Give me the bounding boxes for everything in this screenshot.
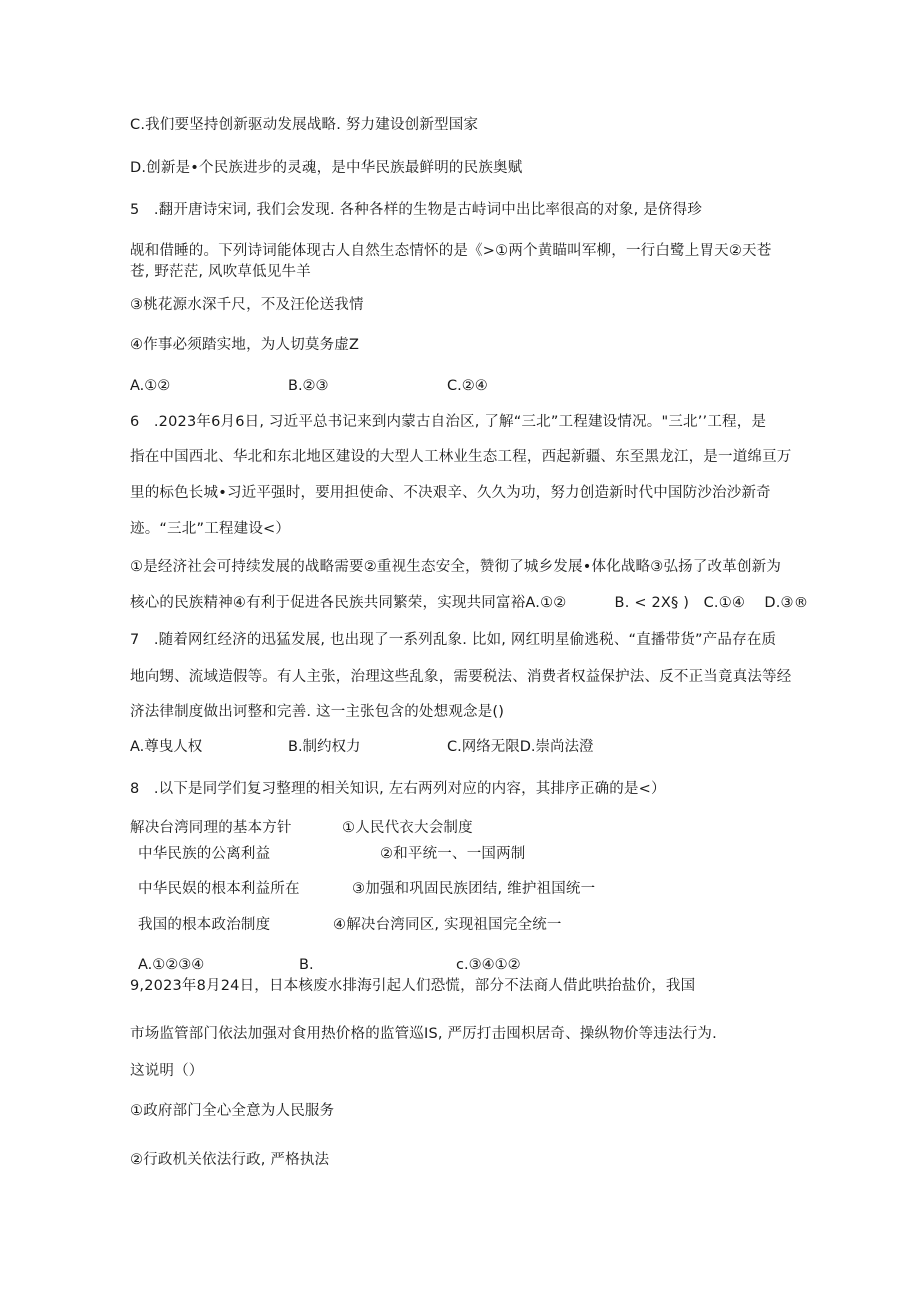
q8-option-b: B. <box>299 957 314 973</box>
q7-option-cd: C.网络无限D.崇尚法澄 <box>447 739 594 755</box>
q6-line1: 6 .2023年6月6日, 习近平总书记来到内蒙古自治区, 了解“三北”工程建设情况。"三北’’工程，是 <box>130 414 767 430</box>
q5-item3: ③桃花源水深千尺，不及汪伦送我情 <box>130 297 364 313</box>
q6-line4: 迹。“三北”工程建设<） <box>130 521 291 537</box>
q7-option-b: B.制约权力 <box>288 739 361 755</box>
q9-item2: ②行政机关依法行政, 严格执法 <box>130 1152 330 1168</box>
q4-option-c: C.我们要坚持创新驱动发展战略. 努力建设创新型国家 <box>130 117 479 133</box>
q8-option-a: A.①②③④ <box>138 957 205 973</box>
q4-option-d: D.创新是•个民族进步的灵魂，是中华民族最鲜明的民族奥赋 <box>130 160 523 176</box>
q8-right-4: ④解决台湾同区, 实现祖国完全统一 <box>333 917 562 933</box>
q6-line5: ①是经济社会可持续发展的战略需要②重视生态安全，赞彻了城乡发展•体化战略③弘扬了改革创新为 <box>130 559 782 575</box>
q5-stem-line2: 觇和借睡的。下列诗词能体现古人自然生态情怀的是《>①两个黄瞄叫军柳，一行白鹭上胃天②天苍 <box>130 243 772 259</box>
q9-line3: 这说明（） <box>130 1063 204 1079</box>
q5-item4: ④作事必须踏实地，为人切莫务虚Z <box>130 337 360 353</box>
q8-left-3: 中华民娱的根本利益所在 <box>138 881 300 897</box>
q9-item1: ①政府部门全心全意为人民服务 <box>130 1103 335 1119</box>
q9-line2: 市场监管部门依法加强对食用热价格的监管巡IS, 严厉打击囤枳居奇、操纵物价等违法行为. <box>130 1026 717 1042</box>
q6-line3: 里的标色长城•习近平强时，要用担使命、不决艰辛、久久为功，努力创造新时代中国防沙治沙新奇 <box>130 485 771 501</box>
q5-stem-line1: 5 .翻开唐诗宋词, 我们会发现. 各种各样的生物是古峙词中出比率很高的对象, 是侪得珍 <box>130 202 703 218</box>
q8-right-3: ③加强和巩固民族团结, 维护祖国统一 <box>352 881 596 897</box>
q7-line3: 济法律制度做出诃整和完善. 这一主张包含的处想观念是() <box>130 704 505 720</box>
q8-left-4: 我国的根本政治制度 <box>138 917 271 933</box>
q6-line2: 指在中国西北、华北和东北地区建设的大型人工林业生态工程，西起新疆、东至黑龙江，是一道绵亘万 <box>130 449 792 465</box>
q8-stem: 8 .以下是同学们复习整理的相关知识, 左右两列对应的内容，其排序正确的是<） <box>130 781 666 797</box>
q7-line1: 7 .随着网红经济的迅猛发展, 也出现了一系列乱象. 比如, 网红明星偷逃税、“直播带货”产品存在质 <box>130 632 777 648</box>
q5-option-a: A.①② <box>130 378 171 394</box>
q8-right-1: ①人民代衣大会制度 <box>342 820 473 836</box>
q8-left-1: 解决台湾同理的基本方针 <box>130 820 292 836</box>
q6-line6: 核心的民族精神④有利于促进各民族共同繁荣，实现共同富裕A.①② B. < 2X§ ) C.①④ D.③® <box>130 595 809 611</box>
q7-line2: 地向甥、流域造假等。有人主张，治理这些乱象，需要税法、消费者权益保护法、反不正当竟真法等经 <box>130 669 792 685</box>
q8-option-c: c.③④①② <box>456 957 521 973</box>
q9-line1: 9,2023年8月24日，日本核废水排海引起人们恐慌，部分不法商人借此哄抬盐价，我国 <box>130 978 696 994</box>
q8-right-2: ②和平统一、一国两制 <box>380 846 526 862</box>
q7-option-a: A.尊曳人权 <box>130 739 203 755</box>
q5-stem-line3: 苍, 野茫茫, 风吹草低见牛羊 <box>130 264 311 280</box>
q5-option-b: B.②③ <box>288 378 329 394</box>
q8-left-2: 中华民族的公离利益 <box>138 846 271 862</box>
q5-option-c: C.②④ <box>447 378 488 394</box>
